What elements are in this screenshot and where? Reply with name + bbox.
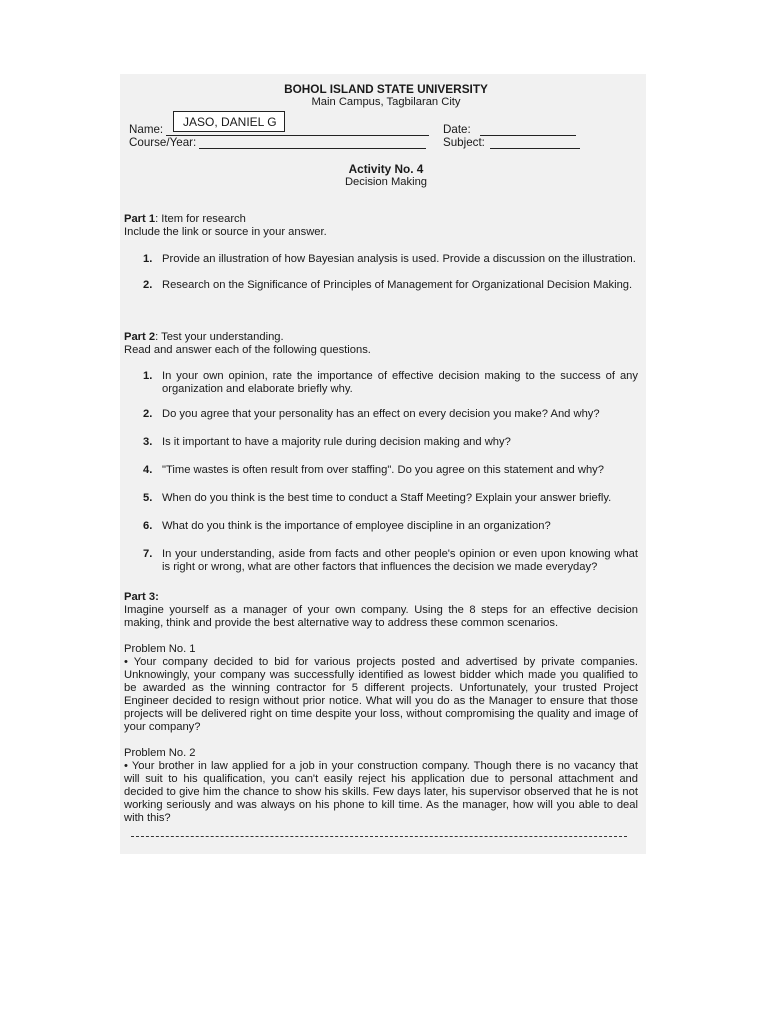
item-number: 2. <box>143 408 153 420</box>
list-item <box>124 436 638 449</box>
subject-line <box>490 136 580 149</box>
item-number: 2. <box>143 279 153 291</box>
header-block <box>124 83 638 109</box>
date-line <box>480 123 576 136</box>
dashed-divider <box>131 836 627 837</box>
problem-text: • Your company decided to bid for various projects posted and advertised by private companies. Unknowingly, your company was successfully identified as lowest bidder which made you qualified to be awarded as the winning contractor for 5 different projects. Unfortunately, your trusted Project Engineer decided to resign without prior notice. What will you do as the Manager to ensure that those projects will be delivered right on time despite your loss, without compromising the quality and image of your company? <box>124 656 638 733</box>
part3-colon: : <box>155 591 159 603</box>
campus-name: Main Campus, Tagbilaran City <box>311 96 461 108</box>
part3-section <box>124 591 638 630</box>
list-item <box>124 279 638 292</box>
part2-section <box>124 331 638 357</box>
item-number: 7. <box>143 548 153 560</box>
item-number: 4. <box>143 464 153 476</box>
subject-row <box>443 136 580 149</box>
name-field[interactable]: JASO, DANIEL G <box>173 111 285 132</box>
subject-label: Subject: <box>443 136 485 149</box>
problem-title: Problem No. 1 <box>124 643 196 655</box>
list-item <box>124 370 638 396</box>
part3-heading <box>124 591 638 604</box>
item-number: 5. <box>143 492 153 504</box>
part2-title: : Test your understanding. <box>155 331 284 343</box>
name-label: Name: <box>129 123 164 136</box>
date-row <box>443 123 576 136</box>
list-item <box>124 492 638 505</box>
date-label: Date: <box>443 123 471 136</box>
item-text: Research on the Significance of Principles of Management for Organizational Decision Making. <box>162 279 633 291</box>
activity-subtitle: Decision Making <box>344 176 428 188</box>
problem-1 <box>124 643 638 734</box>
list-item <box>124 408 638 421</box>
list-item <box>124 253 638 266</box>
list-item <box>124 520 638 533</box>
problem-text: • Your brother in law applied for a job in your construction company. Though there is no vacancy that will suit to his qualification, you can't easily reject his application due to personal attachment and decided to give him the chance to show his skills. Few days later, his supervisor observed that he is not working seriously and was always on his phone to kill time. As the manager, how will you able to deal with this? <box>124 760 638 824</box>
item-text: Provide an illustration of how Bayesian analysis is used. Provide a discussion on the illustration. <box>162 253 636 265</box>
part3-label: Part 3 <box>124 591 156 603</box>
part1-heading <box>124 213 638 226</box>
item-text: Is it important to have a majority rule during decision making and why? <box>162 436 511 448</box>
part2-heading <box>124 331 638 344</box>
item-text: What do you think is the importance of employee discipline in an organization? <box>162 520 551 532</box>
course-line <box>199 136 426 149</box>
part2-list <box>124 370 638 586</box>
part1-instruction: Include the link or source in your answer. <box>124 226 327 238</box>
activity-title: Activity No. 4 <box>348 162 424 176</box>
part2-instruction: Read and answer each of the following questions. <box>124 344 371 356</box>
part3-intro: Imagine yourself as a manager of your own company. Using the 8 steps for an effective decision making, think and provide the best alternative way to address these common scenarios. <box>124 604 638 629</box>
course-row <box>129 136 426 149</box>
part1-label: Part 1 <box>124 213 156 225</box>
part1-list <box>124 253 638 304</box>
item-number: 6. <box>143 520 153 532</box>
item-text: When do you think is the best time to conduct a Staff Meeting? Explain your answer briefly. <box>162 492 612 504</box>
item-number: 1. <box>143 253 153 265</box>
problem-title: Problem No. 2 <box>124 747 196 759</box>
item-number: 1. <box>143 370 153 382</box>
course-label: Course/Year: <box>129 136 197 149</box>
item-text: Do you agree that your personality has an effect on every decision you make? And why? <box>162 408 600 420</box>
item-text: In your understanding, aside from facts and other people's opinion or even upon knowing what is right or wrong, what are other factors that influences the decision we made everyday? <box>162 548 638 573</box>
activity-heading <box>124 163 638 189</box>
university-name: BOHOL ISLAND STATE UNIVERSITY <box>284 82 488 96</box>
item-text: In your own opinion, rate the importance of effective decision making to the success of any organization and elaborate briefly why. <box>162 370 638 395</box>
item-number: 3. <box>143 436 153 448</box>
item-text: "Time wastes is often result from over staffing". Do you agree on this statement and why? <box>162 464 604 476</box>
part1-section <box>124 213 638 239</box>
part1-title: : Item for research <box>155 213 246 225</box>
list-item <box>124 548 638 574</box>
list-item <box>124 464 638 477</box>
part2-label: Part 2 <box>124 331 156 343</box>
problem-2 <box>124 747 638 825</box>
